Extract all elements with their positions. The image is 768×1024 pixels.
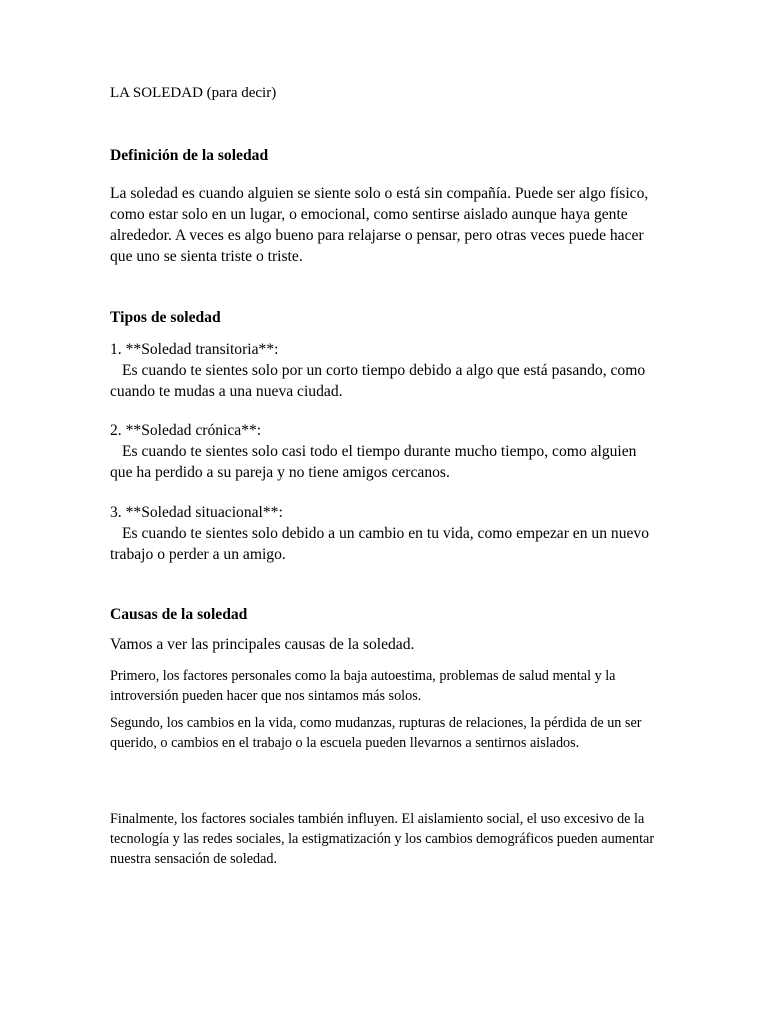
document-title: LA SOLEDAD (para decir) [110, 85, 277, 101]
list-item [110, 339, 655, 402]
paragraph-causas-2: Segundo, los cambios en la vida, como mudanzas, rupturas de relaciones, la pérdida de un ser querido, o cambios en el trabajo o la escuela pueden llevarnos a sentirnos aislados. [110, 715, 642, 751]
list-item-title: 2. **Soledad crónica**: [110, 422, 262, 439]
list-item-title: 1. **Soledad transitoria**: [110, 341, 279, 358]
heading-tipos: Tipos de soledad [110, 309, 221, 326]
list-item-title: 3. **Soledad situacional**: [110, 504, 283, 521]
list-item-text: Es cuando te sientes solo casi todo el tiempo durante mucho tiempo, como alguien que ha perdido a su pareja y no tiene amigos cercanos. [110, 443, 637, 481]
heading-causas: Causas de la soledad [110, 606, 248, 623]
paragraph-definicion: La soledad es cuando alguien se siente solo o está sin compañía. Puede ser algo físico, como estar solo en un lugar, o emocional, como sentirse aislado aunque haya gente alrededor. A veces es algo bueno para relajarse o pensar, pero otras veces puede hacer que uno se sienta triste o triste. [110, 185, 649, 265]
list-item-text: Es cuando te sientes solo debido a un cambio en tu vida, como empezar en un nuevo trabajo o perder a un amigo. [110, 525, 650, 563]
list-item [110, 420, 655, 483]
heading-definicion: Definición de la soledad [110, 147, 269, 164]
list-item [110, 502, 655, 565]
paragraph-causas-intro: Vamos a ver las principales causas de la soledad. [110, 636, 415, 653]
paragraph-causas-3: Finalmente, los factores sociales también influyen. El aislamiento social, el uso excesivo de la tecnología y las redes sociales, la estigmatización y los cambios demográficos pueden aumentar nuestra sensación de soledad. [110, 811, 655, 867]
list-item-text: Es cuando te sientes solo por un corto tiempo debido a algo que está pasando, como cuando te mudas a una nueva ciudad. [110, 362, 646, 400]
paragraph-causas-1: Primero, los factores personales como la baja autoestima, problemas de salud mental y la introversión pueden hacer que nos sintamos más solos. [110, 668, 616, 704]
